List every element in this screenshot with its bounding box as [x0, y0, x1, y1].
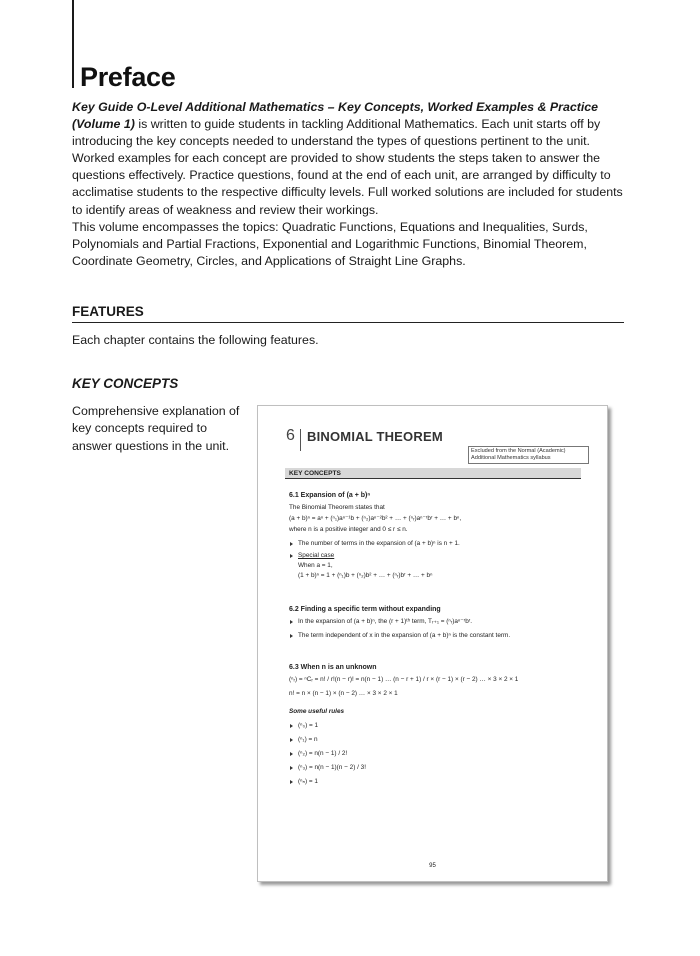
section-6-2: [289, 606, 579, 640]
section-6-1-intro: The Binomial Theorem states that: [289, 504, 385, 511]
page-title: Preface: [80, 62, 176, 92]
preface-text: [72, 99, 632, 270]
title-rule: [72, 0, 74, 88]
binomial-formula: (a + b)ⁿ = aⁿ + (ⁿ₁)aⁿ⁻¹b + (ⁿ₂)aⁿ⁻²b² + … + (ⁿᵣ)aⁿ⁻ʳbʳ + … + bⁿ,: [289, 515, 462, 522]
key-concepts-description: Comprehensive explanation of key concepts required to answer questions in the unit.: [72, 404, 240, 453]
chapter-title: BINOMIAL THEOREM: [307, 429, 443, 444]
section-6-3: [289, 664, 579, 786]
book-title: Key Guide O-Level Additional Mathematics – Key Concepts, Worked Examples & Practice (Volume 1): [72, 100, 599, 132]
section-6-3-heading: 6.3 When n is an unknown: [289, 664, 377, 671]
preface-paragraph-2: This volume encompasses the topics: Quadratic Functions, Equations and Inequalities, Surds, Polynomials and Partial Fractions, Exponential and Logarithmic Functions, Binomial Theorem, Coordinate Geometry, Circles, and Applications of Straight Line Graphs.: [72, 219, 588, 268]
rule-item: (ⁿ₁) = n: [289, 736, 579, 744]
bullet-constant-term: The term independent of x in the expansion of (a + b)ⁿ is the constant term.: [289, 632, 579, 640]
bullet-special-case: Special case: [289, 552, 579, 560]
rule-item: (ⁿₙ) = 1: [289, 778, 579, 786]
preface-paragraph-1: is written to guide students in tackling Additional Mathematics. Each unit starts off by introducing the key concepts needed to understand the types of questions pertinent to the unit. Worked examples for each concept are provided to show students the steps taken to answer the questions effectively. Practice questions, found at the end of each unit, are arranged by difficulty to acclimatise students to the respective difficulty levels. Full worked solutions are included for students to identify areas of weakness and review their workings.: [72, 117, 623, 217]
combination-formula: (ⁿᵣ) = ⁿCᵣ = n! / r!(n − r)! = n(n − 1) … (n − r + 1) / r × (r − 1) × (r − 2) … × 3 × 2 × 1: [289, 676, 519, 683]
sample-page-image: [257, 405, 608, 882]
section-6-1-heading: 6.1 Expansion of (a + b)ⁿ: [289, 492, 371, 499]
bullet-general-term: In the expansion of (a + b)ⁿ, the (r + 1)ᵗʰ term, Tᵣ₊₁ = (ⁿᵣ)aⁿ⁻ʳbʳ.: [289, 618, 579, 626]
special-case-when: When a = 1,: [298, 562, 333, 569]
chapter-divider: [300, 429, 301, 451]
bullet-number-of-terms: The number of terms in the expansion of (a + b)ⁿ is n + 1.: [289, 540, 579, 548]
rule-item: (ⁿ₂) = n(n − 1) / 2!: [289, 750, 579, 758]
key-concepts-bar: [285, 468, 581, 479]
features-heading: FEATURES: [72, 304, 624, 323]
sample-page-number: 95: [429, 863, 436, 869]
binomial-condition: where n is a positive integer and 0 ≤ r ≤ n.: [289, 526, 408, 533]
factorial-formula: n! = n × (n − 1) × (n − 2) … × 3 × 2 × 1: [289, 690, 398, 697]
key-concepts-heading: KEY CONCEPTS: [72, 376, 179, 391]
chapter-number: 6: [286, 427, 295, 444]
rule-item: (ⁿ₃) = n(n − 1)(n − 2) / 3!: [289, 764, 579, 772]
syllabus-note: Excluded from the Normal (Academic) Additional Mathematics syllabus: [468, 446, 589, 464]
key-concepts-bar-label: KEY CONCEPTS: [289, 469, 341, 477]
special-case-formula: (1 + b)ⁿ = 1 + (ⁿ₁)b + (ⁿ₂)b² + … + (ⁿᵣ)bʳ + … + bⁿ: [298, 572, 433, 579]
rule-item: (ⁿ₀) = 1: [289, 722, 579, 730]
useful-rules-heading: Some useful rules: [289, 708, 345, 715]
section-6-2-heading: 6.2 Finding a specific term without expanding: [289, 606, 441, 613]
section-6-1: [289, 492, 579, 580]
features-description: Each chapter contains the following features.: [72, 333, 319, 347]
